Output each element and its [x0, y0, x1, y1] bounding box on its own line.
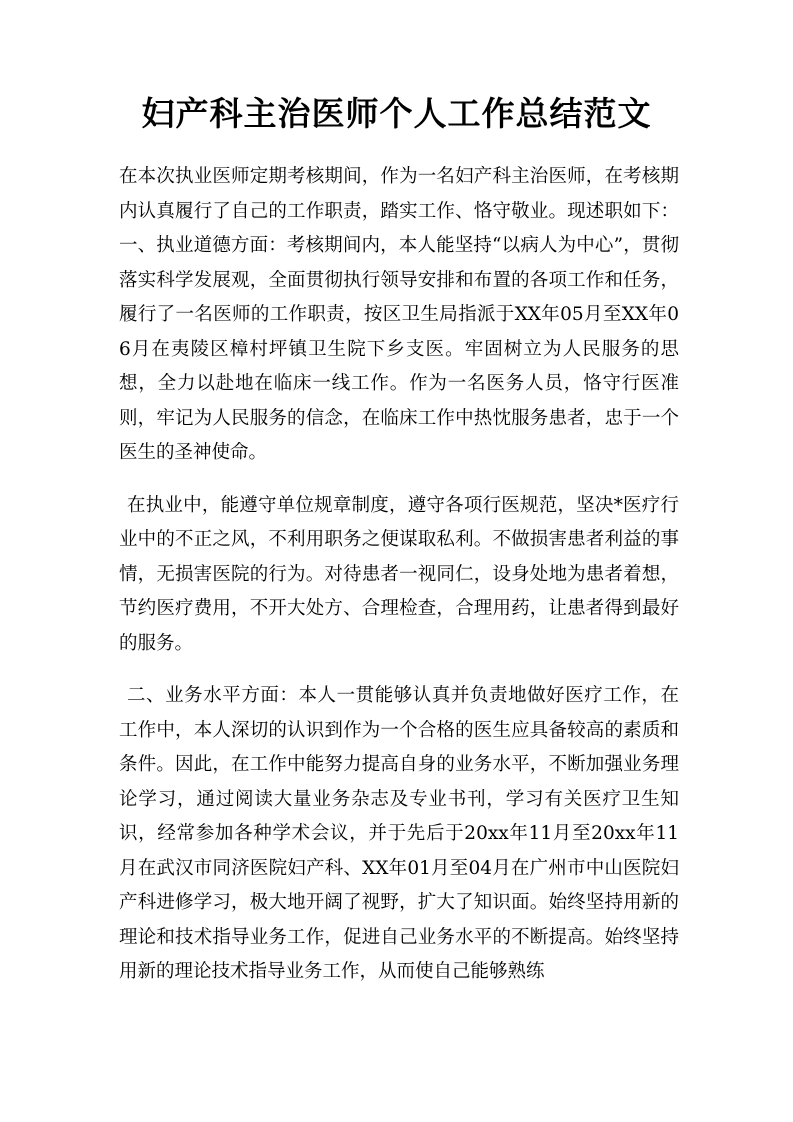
document-body [119, 160, 679, 990]
paragraph-2: 在执业中，能遵守单位规章制度，遵守各项行医规范，坚决*医疗行业中的不正之风，不利用职务之便谋取私利。不做损害患者利益的事情，无损害医院的行为。对待患者一视同仁，设身处地为患者着想，节约医疗费用，不开大处方、合理检查，合理用药，让患者得到最好的服务。 [119, 494, 679, 654]
paragraph-1: 在本次执业医师定期考核期间，作为一名妇产科主治医师，在考核期内认真履行了自己的工作职责，踏实工作、恪守敬业。现述职如下： 一、执业道德方面：考核期间内，本人能坚持“以病人为中心”，贯彻落实科学发展观，全面贯彻执行领导安排和布置的各项工作和任务，履行了一名医师的工作职责，按区卫生局指派于XX年05月至XX年06月在夷陵区樟村坪镇卫生院下乡支医。牢固树立为人民服务的思想，全力以赴地在临床一线工作。作为一名医务人员，恪守行医准则，牢记为人民服务的信念，在临床工作中热忱服务患者，忠于一个医生的圣神使命。 [119, 166, 679, 463]
paragraph-3: 二、业务水平方面：本人一贯能够认真并负责地做好医疗工作，在工作中，本人深切的认识到作为一个合格的医生应具备较高的素质和条件。因此，在工作中能努力提高自身的业务水平，不断加强业务理论学习，通过阅读大量业务杂志及专业书刊，学习有关医疗卫生知识，经常参加各种学术会议，并于先后于20xx年11月至20xx年11月在武汉市同济医院妇产科、XX年01月至04月在广州市中山医院妇产科进修学习，极大地开阔了视野，扩大了知识面。始终坚持用新的理论和技术指导业务工作，促进自己业务水平的不断提高。始终坚持用新的理论技术指导业务工作，从而使自己能够熟练 [119, 685, 679, 982]
document-title: 妇产科主治医师个人工作总结范文 [141, 94, 652, 133]
